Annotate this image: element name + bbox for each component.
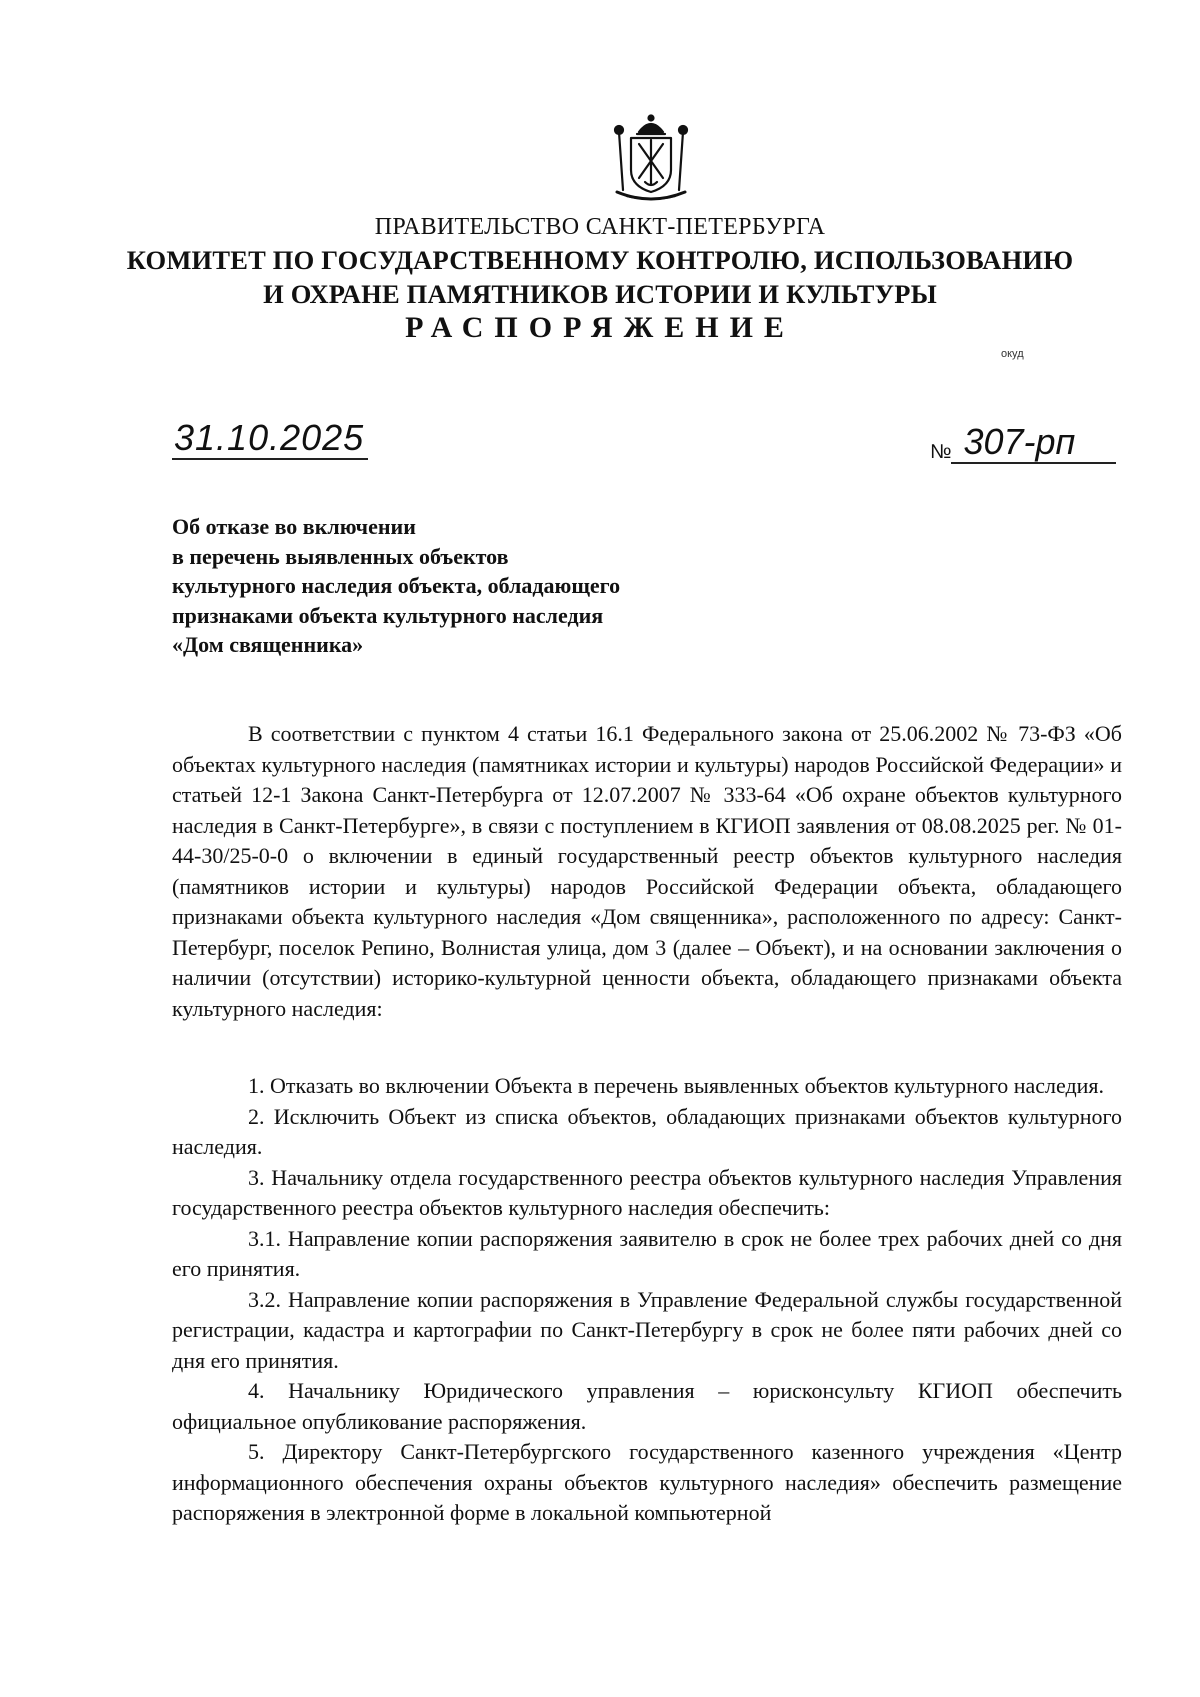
preamble-paragraph: В соответствии с пунктом 4 статьи 16.1 Федерального закона от 25.06.2002 № 73-ФЗ «Об объектах культурного наследия (памятниках истории и культуры) народов Российской Федерации» и статьей 12-1 Закона Санкт-Петербурга от 12.07.2007 № 333-64 «Об охране объектов культурного наследия в Санкт-Петербурге», в связи с поступлением в КГИОП заявления от 08.08.2025 рег. № 01-44-30/25-0-0 о включении в единый государственный реестр объектов культурного наследия (памятников истории и культуры) народов Российской Федерации объекта, обладающего признаками объекта культурного наследия «Дом священника», расположенного по адресу: Санкт-Петербург, поселок Репино, Волнистая улица, дом 3 (далее – Объект), и на основании заключения о наличии (отсутствии) историко-культурной ценности объекта, обладающего признаками объекта культурного наследия: bbox=[172, 721, 1122, 1021]
order-item-2: 2. Исключить Объект из списка объектов, обладающих признаками объектов культурного наследия. bbox=[172, 1103, 1122, 1159]
committee-name-line2: И ОХРАНЕ ПАМЯТНИКОВ ИСТОРИИ И КУЛЬТУРЫ bbox=[263, 279, 937, 309]
order-item-3-1: 3.1. Направление копии распоряжения заявителю в срок не более трех рабочих дней со дня его принятия. bbox=[172, 1225, 1122, 1281]
number-value: 307-рп bbox=[951, 422, 1116, 464]
number-sign: № bbox=[930, 441, 952, 463]
subject-line: признаками объекта культурного наследия bbox=[172, 602, 604, 628]
document-number bbox=[930, 422, 1116, 464]
subject-line: культурного наследия объекта, обладающего bbox=[172, 573, 621, 598]
document-date: 31.10.2025 bbox=[172, 418, 368, 460]
government-name: ПРАВИТЕЛЬСТВО САНКТ-ПЕТЕРБУРГА bbox=[374, 214, 826, 240]
coat-of-arms-icon bbox=[601, 112, 701, 208]
okud-label: окуд bbox=[1001, 348, 1024, 360]
order-item-1: 1. Отказать во включении Объекта в перечень выявленных объектов культурного наследия. bbox=[248, 1073, 1105, 1098]
document-type: РАСПОРЯЖЕНИЕ bbox=[405, 311, 795, 344]
subject-line: в перечень выявленных объектов bbox=[172, 543, 509, 569]
preamble bbox=[172, 719, 1122, 1024]
order-item-3: 3. Начальнику отдела государственного реестра объектов культурного наследия Управления государственного реестра объектов культурного наследия обеспечить: bbox=[172, 1164, 1122, 1220]
committee-name-line1: КОМИТЕТ ПО ГОСУДАРСТВЕННОМУ КОНТРОЛЮ, ИСПОЛЬЗОВАНИЮ bbox=[126, 245, 1074, 275]
document-subject bbox=[172, 512, 620, 660]
order-item-5: 5. Директору Санкт-Петербургского государственного казенного учреждения «Центр информационного обеспечения охраны объектов культурного наследия» обеспечить размещение распоряжения в электронной форме в локальной компьютерной bbox=[172, 1439, 1122, 1525]
order-item-3-2: 3.2. Направление копии распоряжения в Управление Федеральной службы государственной регистрации, кадастра и картографии по Санкт-Петербургу в срок не более пяти рабочих дней со дня его принятия. bbox=[172, 1286, 1122, 1373]
subject-line: Об отказе во включении bbox=[172, 514, 416, 539]
order-item-4: 4. Начальнику Юридического управления – юрисконсульту КГИОП обеспечить официальное опубликование распоряжения. bbox=[172, 1378, 1122, 1434]
order-items bbox=[172, 1071, 1122, 1529]
subject-line: «Дом священника» bbox=[172, 632, 364, 657]
